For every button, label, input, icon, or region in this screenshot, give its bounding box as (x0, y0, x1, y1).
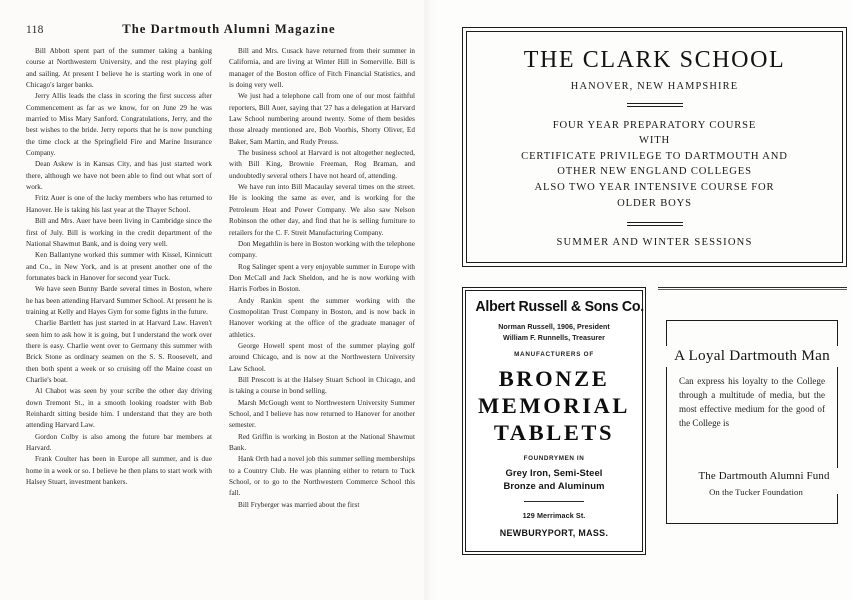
alumni-fund-headline: A Loyal Dartmouth Man (652, 346, 852, 367)
article-paragraph: Hank Orth had a novel job this summer selling memberships to a Country Club. He was planning either to return to Tuck School, or to go to the Northwestern Commerce School this fall. (229, 455, 415, 498)
russell-product-line-1: BRONZE (498, 366, 610, 392)
article-paragraph: We just had a telephone call from one of our most faithful reporters, Bill Auer, saying that '27 has a delegation at Harvard Law School numbering around twenty. Some of them besides those already mentioned are, Bob Voorhis, Shorty Oliver, Ed Baker, Sam Martin, and Rudy Preuss. (229, 92, 415, 146)
russell-manufacturers-label: MANUFACTURERS OF (514, 351, 594, 359)
article-paragraph: The business school at Harvard is not altogether neglected, with Bill King, Brownie Freeman, Rog Braman, and undoubtedly several others I have not heard of, attending. (229, 149, 415, 180)
right-page (430, 0, 852, 600)
article-paragraph: Bill and Mrs. Auer have been living in Cambridge since the first of July. Bill is working in the credit department of the National Shawmut Bank, and is doing very well. (26, 217, 212, 248)
russell-product-line-3: TABLETS (493, 420, 615, 446)
article-paragraph: Andy Rankin spent the summer working with the Cosmopolitan Trust Company in Boston, and is now back in Hanover working at the office of the graduate manager of athletics. (229, 296, 415, 339)
article-paragraph: Gordon Colby is also among the future bar members at Harvard. (26, 432, 212, 453)
alumni-fund-subtitle: On the Tucker Foundation (709, 487, 803, 497)
clark-school-course-line: OLDER BOYS (617, 197, 692, 209)
russell-product-line-2: MEMORIAL (477, 393, 631, 419)
text-column-1 (26, 46, 212, 558)
text-column-2 (229, 46, 415, 558)
article-paragraph: Bill Prescott is at the Halsey Stuart School in Chicago, and is taking a course in bond selling. (229, 375, 415, 396)
page-header (26, 22, 414, 42)
clark-school-course-line: ALSO TWO YEAR INTENSIVE COURSE FOR (534, 181, 775, 193)
article-paragraph: Don Megathlin is here in Boston working with the telephone company. (229, 239, 415, 260)
article-paragraph: George Howell spent most of the summer playing golf around Chicago, and is now at the Northwestern University Law School. (229, 341, 415, 373)
article-paragraph: Al Chabot was seen by your scribe the other day driving down Tremont St., in a smooth looking roadster with Bob Reinhardt sitting beside him. I understand that they are both attending Harvard Law. (26, 387, 212, 430)
russell-treasurer: William F. Runnells, Treasurer (503, 333, 605, 342)
article-paragraph: Frank Coulter has been in Europe all summer, and is due home in a week or so. I believe he then plans to start work with Halsey Stuart, investment bankers. (26, 455, 212, 487)
russell-metals-line-2: Bronze and Aluminum (503, 480, 605, 492)
russell-ad-inner-border (465, 290, 645, 551)
clark-school-rule-bottom (627, 222, 683, 226)
article-paragraph: Bill Abbott spent part of the summer taking a banking course at Northwestern University, and the rest playing golf and sailing. At present I believe he is starting work in one of Chicago's larger banks. (26, 47, 212, 90)
article-paragraph: Ken Ballantyne worked this summer with Kissel, Kinnicutt and Co., in New York, and is at present another one of the fortunates back in Hanover for second year Tuck. (26, 251, 212, 282)
clark-school-ad-inner-border (466, 31, 844, 264)
article-paragraph: Bill and Mrs. Cusack have returned from their summer in California, and are living at Winter Hill in Somerville. Bill is manager of the Boston office of Fitch Financial Statistics, and is doing very well. (229, 47, 415, 90)
clark-school-name: THE CLARK SCHOOL (523, 46, 786, 73)
clark-school-location: HANOVER, NEW HAMPSHIRE (570, 80, 739, 92)
alumni-fund-top-rule (658, 287, 847, 290)
russell-officers (473, 322, 634, 343)
article-paragraph: We have run into Bill Macaulay several times on the street. He is looking the same as ever, and is working for the Petroleum Heat and Power Company. We also saw Nelson Robinson the other day, and find that he is selling furniture to retailers for the C. F. Streit Manufacturing Company. (229, 183, 415, 237)
article-paragraph: Bill Fryberger was married about the first (238, 500, 360, 509)
article-columns (26, 46, 416, 558)
clark-school-course-line: FOUR YEAR PREPARATORY COURSE (552, 119, 757, 131)
alumni-fund-frame-left-upper (666, 320, 667, 346)
article-paragraph: Rog Salinger spent a very enjoyable summer in Europe with Don McCall and Jack Sheldon, and he is now working with Harris Forbes in Boston. (229, 262, 415, 294)
clark-school-course-line: CERTIFICATE PRIVILEGE TO DARTMOUTH AND (521, 150, 788, 162)
alumni-fund-frame (666, 320, 838, 524)
alumni-fund-name: The Dartmouth Alumni Fund (668, 468, 852, 483)
russell-president: Norman Russell, 1906, President (498, 323, 610, 332)
article-paragraph: Fritz Auer is one of the lucky members who has returned to Hanover. He is taking his last year at the Thayer School. (26, 194, 212, 214)
article-paragraph: Red Griffin is working in Boston at the National Shawmut Bank. (229, 432, 415, 453)
russell-foundrymen-label: FOUNDRYMEN IN (523, 455, 585, 463)
russell-product-headline (473, 365, 634, 446)
clark-school-course-line: WITH (638, 135, 671, 147)
article-paragraph: Dean Askew is in Kansas City, and has just started work there, although we have not been able to find out what sort of work. (26, 160, 212, 192)
alumni-fund-frame-right-upper (837, 320, 838, 468)
russell-city-state: NEWBURYPORT, MASS. (499, 528, 609, 539)
alumni-fund-frame-bottom (666, 523, 838, 524)
clark-school-course-line: OTHER NEW ENGLAND COLLEGES (557, 166, 752, 178)
alumni-fund-frame-right-lower (837, 494, 838, 524)
russell-company-name: Albert Russell & Sons Co. (475, 299, 645, 316)
alumni-fund-body-text: Can express his loyalty to the College through a multitude of media, but the most effective medium for the good of the College is (679, 376, 825, 429)
clark-school-sessions: SUMMER AND WINTER SESSIONS (556, 237, 753, 249)
article-paragraph: Jerry Allis leads the class in scoring the first success after Commencement as far as we know, for on June 29 he was married to Miss Mary Sanford. Congratulations, Jerry, and the best wishes to the bride. Jerry reports that he is now punching the time clock at the Springfield Fire and Marine Insurance Company. (26, 92, 212, 158)
running-title: The Dartmouth Alumni Magazine (122, 22, 336, 36)
russell-metals-line-1: Grey Iron, Semi-Steel (505, 467, 603, 479)
russell-metals (473, 466, 634, 492)
article-paragraph: We have seen Bunny Barde several times in Boston, where he has been attending Harvard Summer School. At present he is training at Kelly and Hayes Gym for some fights in the future. (26, 285, 212, 316)
russell-street-address: 129 Merrimack St. (522, 511, 586, 521)
alumni-fund-frame-top (666, 320, 838, 321)
article-paragraph: Charlie Bartlett has just started in at Harvard Law. Haven't seen him to ask how it is going, but I understand the work over there is easy. Charlie went over to Germany this summer with Brick Stone as ordinary seamen on the S. S. Roosevelt, and then both spent a week or so cruising off the Maine coast on Charlie's boat. (26, 319, 212, 384)
clark-school-rule-top (627, 103, 683, 107)
advertisement-clark-school (462, 27, 847, 267)
advertisement-albert-russell-sons (462, 287, 646, 555)
alumni-fund-frame-left-lower (666, 366, 667, 524)
page-number: 118 (26, 24, 44, 36)
russell-divider-rule (524, 501, 584, 502)
clark-school-course-lines (480, 118, 830, 212)
article-paragraph: Marsh McGough went to Northwestern University Summer School, and I believe has now returned to Hanover for another semester. (229, 398, 415, 430)
advertisement-dartmouth-alumni-fund (658, 287, 847, 555)
